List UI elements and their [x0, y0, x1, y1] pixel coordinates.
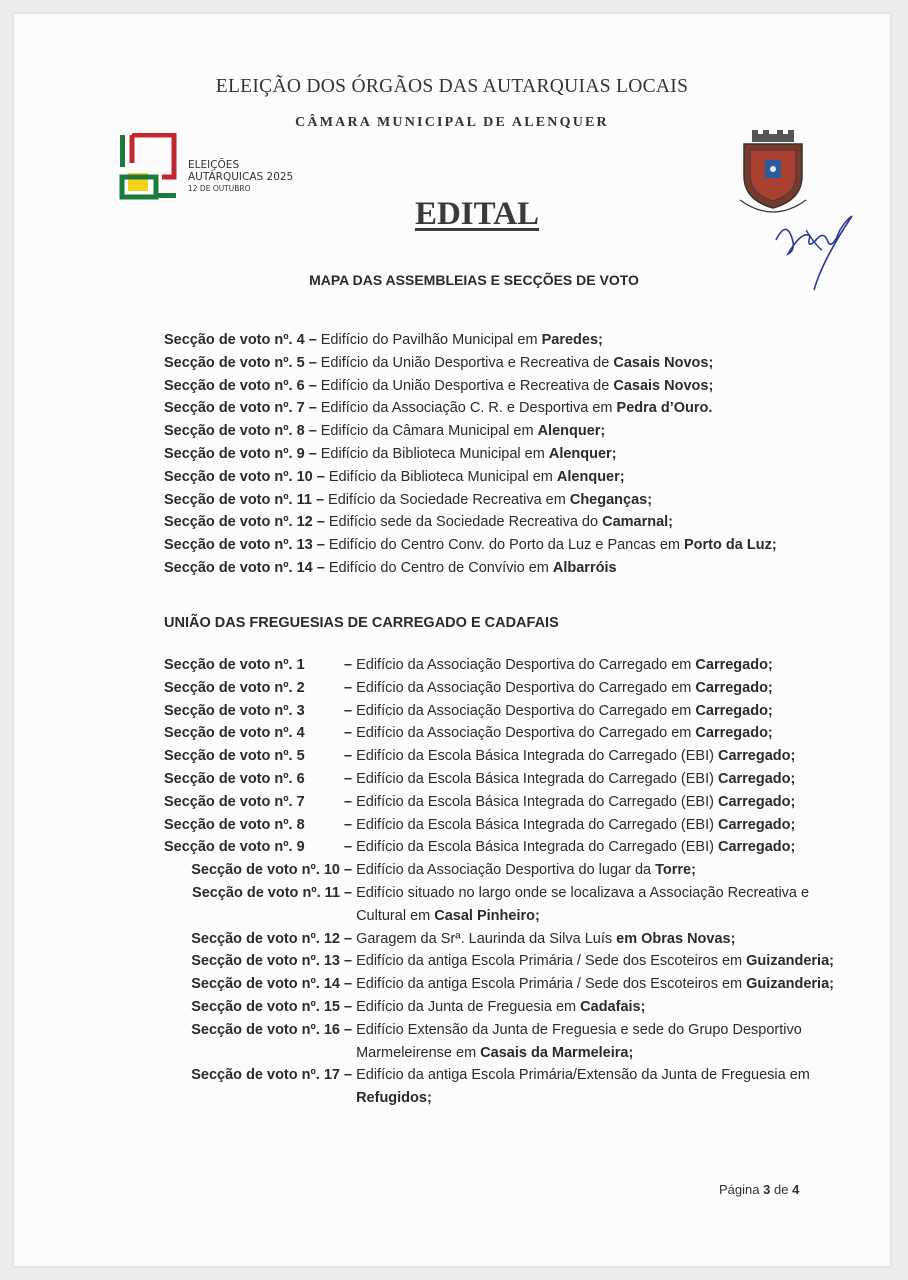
location-place: Casal Pinheiro; — [434, 907, 540, 924]
location-place: Carregado; — [717, 816, 796, 833]
location-text: Garagem da Srª. Laurinda da Silva Luís — [356, 930, 617, 947]
voting-section-row — [164, 950, 861, 973]
section-label: Secção de voto nº. 14 — [164, 559, 313, 576]
section-location — [356, 836, 861, 859]
section-label: Secção de voto nº. 12 — [164, 514, 313, 531]
location-text: Edifício da Biblioteca Municipal em — [328, 468, 557, 485]
section-label: Secção de voto nº. 2 — [164, 679, 305, 696]
location-text: Edifício da Escola Básica Integrada do Carregado (EBI) — [356, 839, 718, 856]
location-text: Edifício situado no largo onde se localizava a Associação Recreativa e Cultural em — [356, 884, 810, 924]
dash-separator: – — [316, 537, 325, 554]
voting-section-row — [164, 352, 777, 375]
location-place: Carregado; — [695, 679, 773, 696]
logo-line-2: AUTÁRQUICAS 2025 — [188, 171, 294, 183]
section-location — [356, 654, 861, 677]
dash-separator: – — [344, 816, 353, 833]
dash-separator: – — [344, 998, 353, 1015]
location-place: Alenquer; — [537, 423, 606, 440]
section-label: Secção de voto nº. 8 — [164, 816, 305, 833]
location-place: Carregado; — [717, 748, 796, 765]
section-location — [356, 1019, 861, 1065]
dash-separator: – — [344, 657, 353, 673]
location-place: Carregado; — [717, 793, 796, 810]
voting-section-row — [164, 722, 861, 745]
section-location — [329, 557, 617, 580]
section-location — [356, 677, 861, 700]
location-place: Casais da Marmeleira; — [480, 1044, 634, 1061]
voting-section-row — [164, 859, 861, 882]
map-title: MAPA DAS ASSEMBLEIAS E SECÇÕES DE VOTO — [309, 272, 639, 288]
voting-section-row — [164, 397, 777, 420]
section-label: Secção de voto nº. 11 — [164, 491, 312, 508]
section-location — [356, 768, 861, 791]
section-location — [321, 329, 603, 352]
section-location — [356, 973, 861, 996]
section-label: Secção de voto nº. 9 — [164, 839, 305, 856]
location-place: Alenquer; — [548, 445, 617, 462]
location-text: Edifício da antiga Escola Primária/Extensão da Junta de Freguesia em — [356, 1067, 810, 1084]
voting-section-row — [164, 443, 777, 466]
section-label: Secção de voto nº. 8 — [164, 423, 305, 440]
dash-separator: – — [344, 1021, 353, 1038]
page-number — [719, 1182, 799, 1197]
dash-separator: – — [308, 423, 317, 440]
dash-separator: – — [308, 400, 317, 417]
section-label: Secção de voto nº. 16 — [191, 1021, 340, 1038]
location-place: Alenquer; — [556, 468, 625, 485]
location-text: Edifício da Sociedade Recreativa em — [328, 491, 570, 508]
header-title: ELEIÇÃO DOS ÓRGÃOS DAS AUTARQUIAS LOCAIS — [215, 76, 689, 97]
logo-line-3: 12 DE OUTUBRO — [188, 184, 251, 193]
voting-section-row — [164, 1064, 861, 1110]
location-text: Edifício do Centro Conv. do Porto da Luz e Pancas em — [328, 537, 685, 554]
location-text: Edifício da União Desportiva e Recreativa de — [320, 377, 614, 394]
header-subtitle: CÂMARA MUNICIPAL DE ALENQUER — [295, 115, 609, 130]
page-of: de — [773, 1182, 789, 1197]
voting-section-row — [164, 973, 861, 996]
location-text: Edifício da Junta de Freguesia em — [356, 998, 581, 1015]
dash-separator: – — [316, 514, 325, 531]
location-place: Refugidos; — [356, 1090, 432, 1107]
section-location — [329, 534, 777, 557]
section-label: Secção de voto nº. 7 — [164, 400, 305, 417]
location-place: Carregado; — [717, 770, 796, 787]
voting-sections-list-2 — [164, 654, 861, 1110]
location-place: Carregado; — [695, 702, 773, 719]
voting-section-row — [164, 882, 861, 928]
location-place: Porto da Luz; — [684, 537, 777, 554]
voting-section-row — [164, 329, 777, 352]
section-label: Secção de voto nº. 4 — [164, 725, 305, 742]
dash-separator: – — [308, 377, 317, 394]
location-text: Edifício da Associação C. R. e Desportiva em — [320, 400, 617, 417]
voting-section-row — [164, 768, 861, 791]
location-text: Edifício da Escola Básica Integrada do Carregado (EBI) — [356, 816, 718, 833]
section-label: Secção de voto nº. 7 — [164, 793, 305, 810]
dash-separator: – — [344, 839, 353, 856]
dash-separator: – — [344, 930, 353, 947]
section-label: Secção de voto nº. 1 — [164, 657, 305, 673]
voting-section-row — [164, 375, 777, 398]
voting-section-row — [164, 1019, 861, 1065]
location-text: Edifício da Associação Desportiva do Carregado em — [356, 657, 696, 673]
section-location — [356, 722, 861, 745]
section-location — [356, 814, 861, 837]
section-location — [356, 745, 861, 768]
section-location — [356, 791, 861, 814]
location-text: Edifício da Escola Básica Integrada do Carregado (EBI) — [356, 748, 718, 765]
voting-section-row — [164, 534, 777, 557]
section-location — [321, 375, 714, 398]
voting-section-row — [164, 420, 777, 443]
location-place: Albarróis — [552, 559, 617, 576]
location-text: Edifício do Centro de Convívio em — [328, 559, 553, 576]
location-place: Pedra d’Ouro. — [616, 400, 713, 417]
section-location — [329, 466, 625, 489]
section-location — [356, 859, 861, 882]
location-text: Edifício da Biblioteca Municipal em — [320, 445, 549, 462]
location-place: Torre; — [655, 862, 696, 879]
dash-separator: – — [344, 1067, 353, 1084]
section-label: Secção de voto nº. 13 — [164, 537, 313, 554]
edital-title: EDITAL — [414, 196, 540, 232]
page-current: 3 — [763, 1182, 771, 1197]
location-place: Carregado; — [717, 839, 796, 856]
voting-section-row — [164, 466, 777, 489]
voting-section-row — [164, 511, 777, 534]
voting-section-row — [164, 557, 777, 580]
voting-section-row — [164, 814, 861, 837]
location-text: Edifício da Associação Desportiva do Carregado em — [356, 725, 696, 742]
section-location — [321, 420, 605, 443]
location-place: Casais Novos; — [613, 354, 714, 371]
section-location — [356, 950, 861, 973]
location-place: em Obras Novas; — [616, 930, 736, 947]
section-label: Secção de voto nº. 13 — [191, 953, 340, 970]
location-place: Carregado; — [695, 657, 773, 673]
voting-section-row — [164, 996, 861, 1019]
location-place: Paredes; — [541, 332, 603, 348]
section-label: Secção de voto nº. 6 — [164, 770, 305, 787]
section-location — [321, 397, 713, 420]
elections-logo-icon — [118, 133, 188, 205]
section-label: Secção de voto nº. 5 — [164, 354, 305, 371]
voting-section-row — [164, 791, 861, 814]
dash-separator: – — [316, 468, 325, 485]
section-label: Secção de voto nº. 9 — [164, 445, 305, 462]
section-location — [356, 1064, 861, 1110]
dash-separator: – — [344, 793, 353, 810]
section-label: Secção de voto nº. 11 — [192, 884, 340, 901]
section-location — [356, 700, 861, 723]
location-text: Edifício da antiga Escola Primária / Sede dos Escoteiros em — [356, 953, 747, 970]
location-text: Edifício da Câmara Municipal em — [320, 423, 538, 440]
dash-separator: – — [344, 748, 353, 765]
section-label: Secção de voto nº. 3 — [164, 702, 305, 719]
location-place: Guizanderia; — [746, 953, 834, 970]
section-label: Secção de voto nº. 15 — [191, 998, 340, 1015]
voting-section-row — [164, 836, 861, 859]
dash-separator: – — [344, 770, 353, 787]
location-text: Edifício sede da Sociedade Recreativa do — [328, 514, 603, 531]
section-location — [321, 352, 714, 375]
section-title-carregado-cadafais: UNIÃO DAS FREGUESIAS DE CARREGADO E CADAFAIS — [164, 615, 559, 631]
location-text: Edifício da Escola Básica Integrada do Carregado (EBI) — [356, 770, 718, 787]
voting-section-row — [164, 677, 861, 700]
section-label: Secção de voto nº. 14 — [191, 976, 340, 993]
location-text: Edifício da União Desportiva e Recreativa de — [320, 354, 614, 371]
section-location — [329, 511, 673, 534]
location-text: Edifício da Associação Desportiva do lugar da — [356, 862, 656, 879]
voting-sections-list-1 — [164, 329, 777, 580]
location-place: Camarnal; — [602, 514, 674, 531]
section-location — [321, 443, 617, 466]
dash-separator: – — [344, 953, 353, 970]
location-place: Guizanderia; — [746, 976, 834, 993]
location-text: Edifício do Pavilhão Municipal em — [320, 332, 542, 348]
elections-logo — [118, 133, 318, 205]
section-location — [356, 996, 861, 1019]
logo-line-1: ELEIÇÕES — [188, 159, 240, 171]
voting-section-row — [164, 700, 861, 723]
section-label: Secção de voto nº. 4 — [164, 332, 305, 348]
voting-section-row — [164, 654, 861, 677]
dash-separator: – — [308, 354, 317, 371]
location-place: Casais Novos; — [613, 377, 714, 394]
dash-separator: – — [344, 862, 353, 879]
location-text: Edifício Extensão da Junta de Freguesia e sede do Grupo Desportivo Marmeleirense em — [356, 1021, 802, 1061]
dash-separator: – — [308, 332, 317, 348]
dash-separator: – — [344, 976, 353, 993]
location-text: Edifício da Escola Básica Integrada do Carregado (EBI) — [356, 793, 718, 810]
document-page — [14, 14, 890, 1266]
dash-separator: – — [316, 559, 325, 576]
section-label: Secção de voto nº. 6 — [164, 377, 305, 394]
dash-separator: – — [344, 884, 353, 901]
dash-separator: – — [308, 445, 317, 462]
section-location — [356, 928, 861, 951]
section-label: Secção de voto nº. 10 — [191, 862, 340, 879]
section-label: Secção de voto nº. 17 — [191, 1067, 340, 1084]
section-location — [328, 489, 652, 512]
page-total: 4 — [792, 1182, 800, 1197]
voting-section-row — [164, 489, 777, 512]
location-text: Edifício da antiga Escola Primária / Sede dos Escoteiros em — [356, 976, 747, 993]
section-location — [356, 882, 861, 928]
dash-separator: – — [315, 491, 325, 508]
location-place: Cadafais; — [580, 998, 646, 1015]
location-place: Carregado; — [695, 725, 773, 742]
location-text: Edifício da Associação Desportiva do Carregado em — [356, 702, 696, 719]
dash-separator: – — [344, 702, 353, 719]
voting-section-row — [164, 745, 861, 768]
section-label: Secção de voto nº. 10 — [164, 468, 313, 485]
section-label: Secção de voto nº. 5 — [164, 748, 305, 765]
section-label: Secção de voto nº. 12 — [191, 930, 340, 947]
page-prefix: Página — [719, 1182, 760, 1197]
location-place: Cheganças; — [569, 491, 653, 508]
dash-separator: – — [344, 679, 353, 696]
voting-section-row — [164, 928, 861, 951]
location-text: Edifício da Associação Desportiva do Carregado em — [356, 679, 696, 696]
dash-separator: – — [344, 725, 353, 742]
